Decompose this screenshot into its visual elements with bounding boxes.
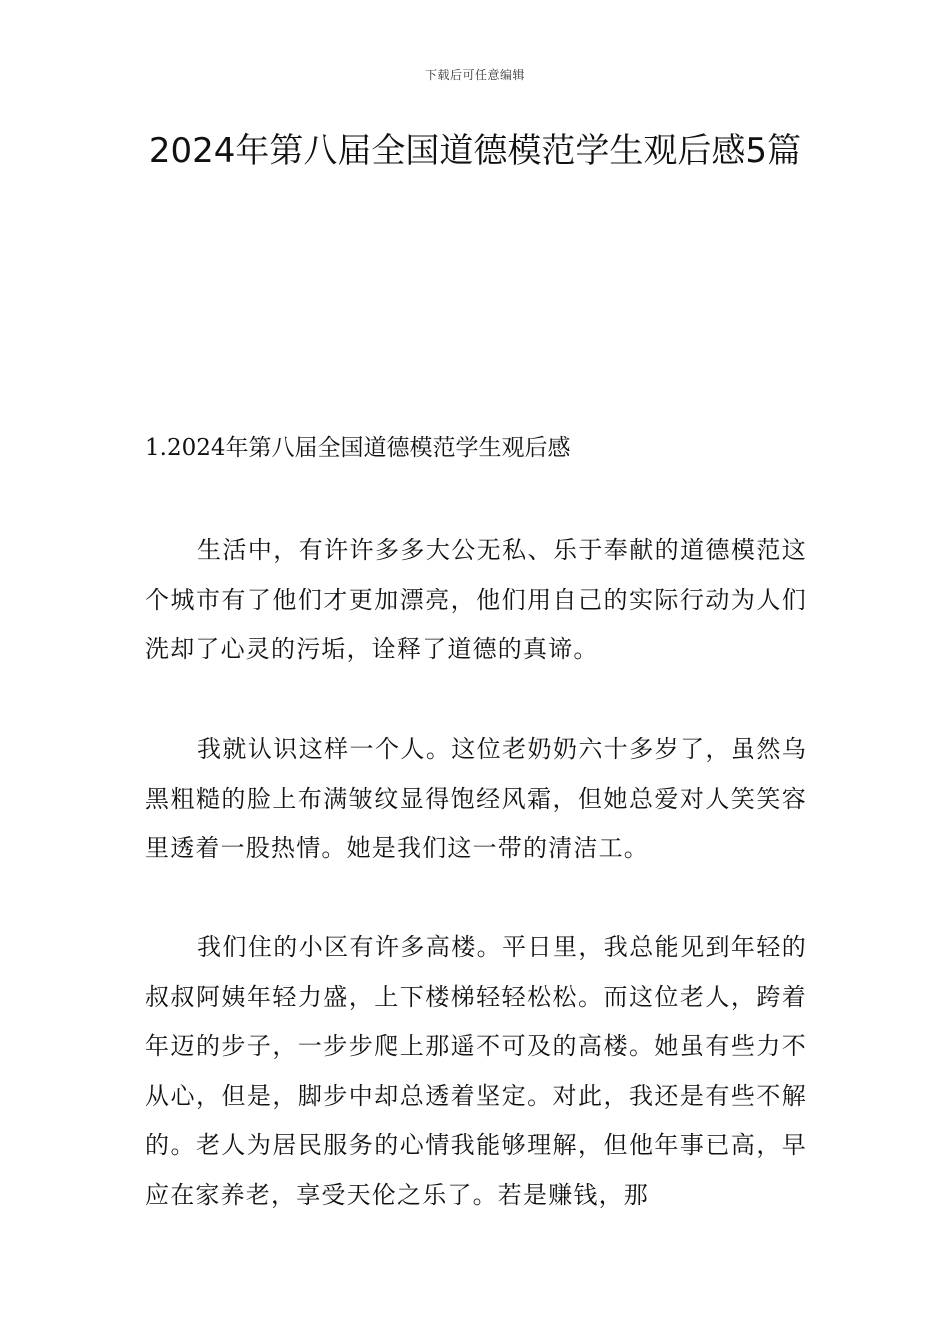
paragraph-3: 我们住的小区有许多高楼。平日里，我总能见到年轻的叔叔阿姨年轻力盛，上下楼梯轻轻松松。而这位老人，跨着年迈的步子，一步步爬上那遥不可及的高楼。她虽有些力不从心，但是，脚步中却总透着坚定。对此，我还是有些不解的。老人为居民服务的心情我能够理解，但他年事已高，早应在家养老，享受天伦之乐了。若是赚钱，那: [145, 933, 807, 1209]
section-heading: 1.2024年第八届全国道德模范学生观后感: [145, 435, 571, 461]
document-title: 2024年第八届全国道德模范学生观后感5篇: [148, 131, 802, 171]
paragraph-1: 生活中，有许许多多大公无私、乐于奉献的道德模范这个城市有了他们才更加漂亮，他们用自己的实际行动为人们洗却了心灵的污垢，诠释了道德的真谛。: [145, 536, 807, 663]
paragraph-2: 我就认识这样一个人。这位老奶奶六十多岁了，虽然乌黑粗糙的脸上布满皱纹显得饱经风霜，但她总爱对人笑笑容里透着一股热情。她是我们这一带的清洁工。: [145, 735, 807, 862]
header-note: 下载后可任意编辑: [424, 68, 525, 82]
